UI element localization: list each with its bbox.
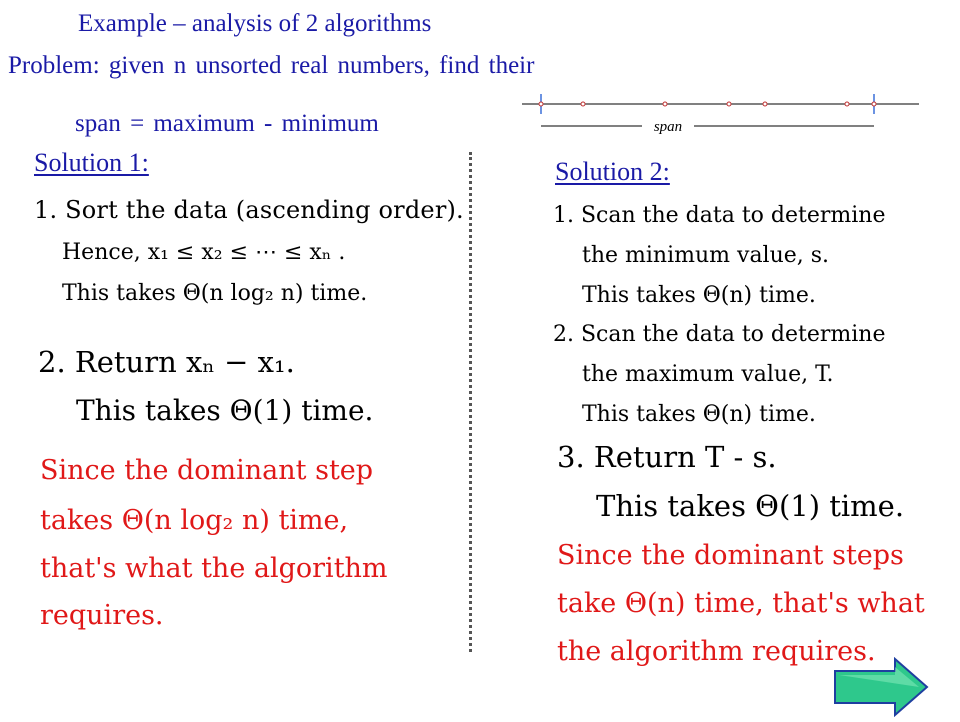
solution2-line: the maximum value, T. xyxy=(582,362,834,387)
solution1-conclusion-line: Since the dominant step xyxy=(40,455,374,486)
solution2-conclusion-line: take Θ(n) time, that's what xyxy=(557,588,925,619)
solution1-conclusion-line: takes Θ(n log₂ n) time, xyxy=(40,505,349,536)
span-number-line-diagram xyxy=(522,88,922,134)
span-label: span xyxy=(653,119,683,134)
solution1-step1-line2: Hence, x₁ ≤ x₂ ≤ ⋯ ≤ xₙ . xyxy=(62,240,346,265)
solution1-step2-line1: 2. Return xₙ − x₁. xyxy=(38,345,295,379)
span-definition: span = maximum - minimum xyxy=(75,110,379,137)
number-point xyxy=(845,102,849,106)
solution2-line: 2. Scan the data to determine xyxy=(553,322,886,347)
number-point xyxy=(581,102,585,106)
solution2-conclusion-line: the algorithm requires. xyxy=(557,636,876,667)
number-point xyxy=(872,102,876,106)
column-divider xyxy=(469,152,472,652)
number-point xyxy=(663,102,667,106)
solution1-step1-line1: 1. Sort the data (ascending order). xyxy=(34,196,464,224)
number-point xyxy=(727,102,731,106)
solution2-step3-line1: 3. Return T - s. xyxy=(557,440,777,474)
next-slide-button[interactable] xyxy=(833,657,929,717)
solution2-line: the minimum value, s. xyxy=(582,243,830,268)
solution2-line: This takes Θ(n) time. xyxy=(582,283,816,308)
problem-statement: Problem: given n unsorted real numbers, find their xyxy=(8,52,535,79)
number-point xyxy=(763,102,767,106)
slide-title: Example – analysis of 2 algorithms xyxy=(78,10,432,37)
solution2-step3-line2: This takes Θ(1) time. xyxy=(596,489,905,523)
solution2-line: 1. Scan the data to determine xyxy=(553,203,886,228)
right-arrow-icon xyxy=(833,657,929,717)
number-point xyxy=(539,102,543,106)
solution1-heading: Solution 1: xyxy=(34,148,149,177)
solution1-conclusion-line: that's what the algorithm xyxy=(40,553,388,584)
solution2-line: This takes Θ(n) time. xyxy=(582,402,816,427)
solution2-conclusion-line: Since the dominant steps xyxy=(557,540,904,571)
solution1-conclusion-line: requires. xyxy=(40,600,164,631)
solution1-step1-line3: This takes Θ(n log₂ n) time. xyxy=(62,281,368,306)
solution1-step2-line2: This takes Θ(1) time. xyxy=(76,394,374,427)
solution2-heading: Solution 2: xyxy=(555,157,670,186)
